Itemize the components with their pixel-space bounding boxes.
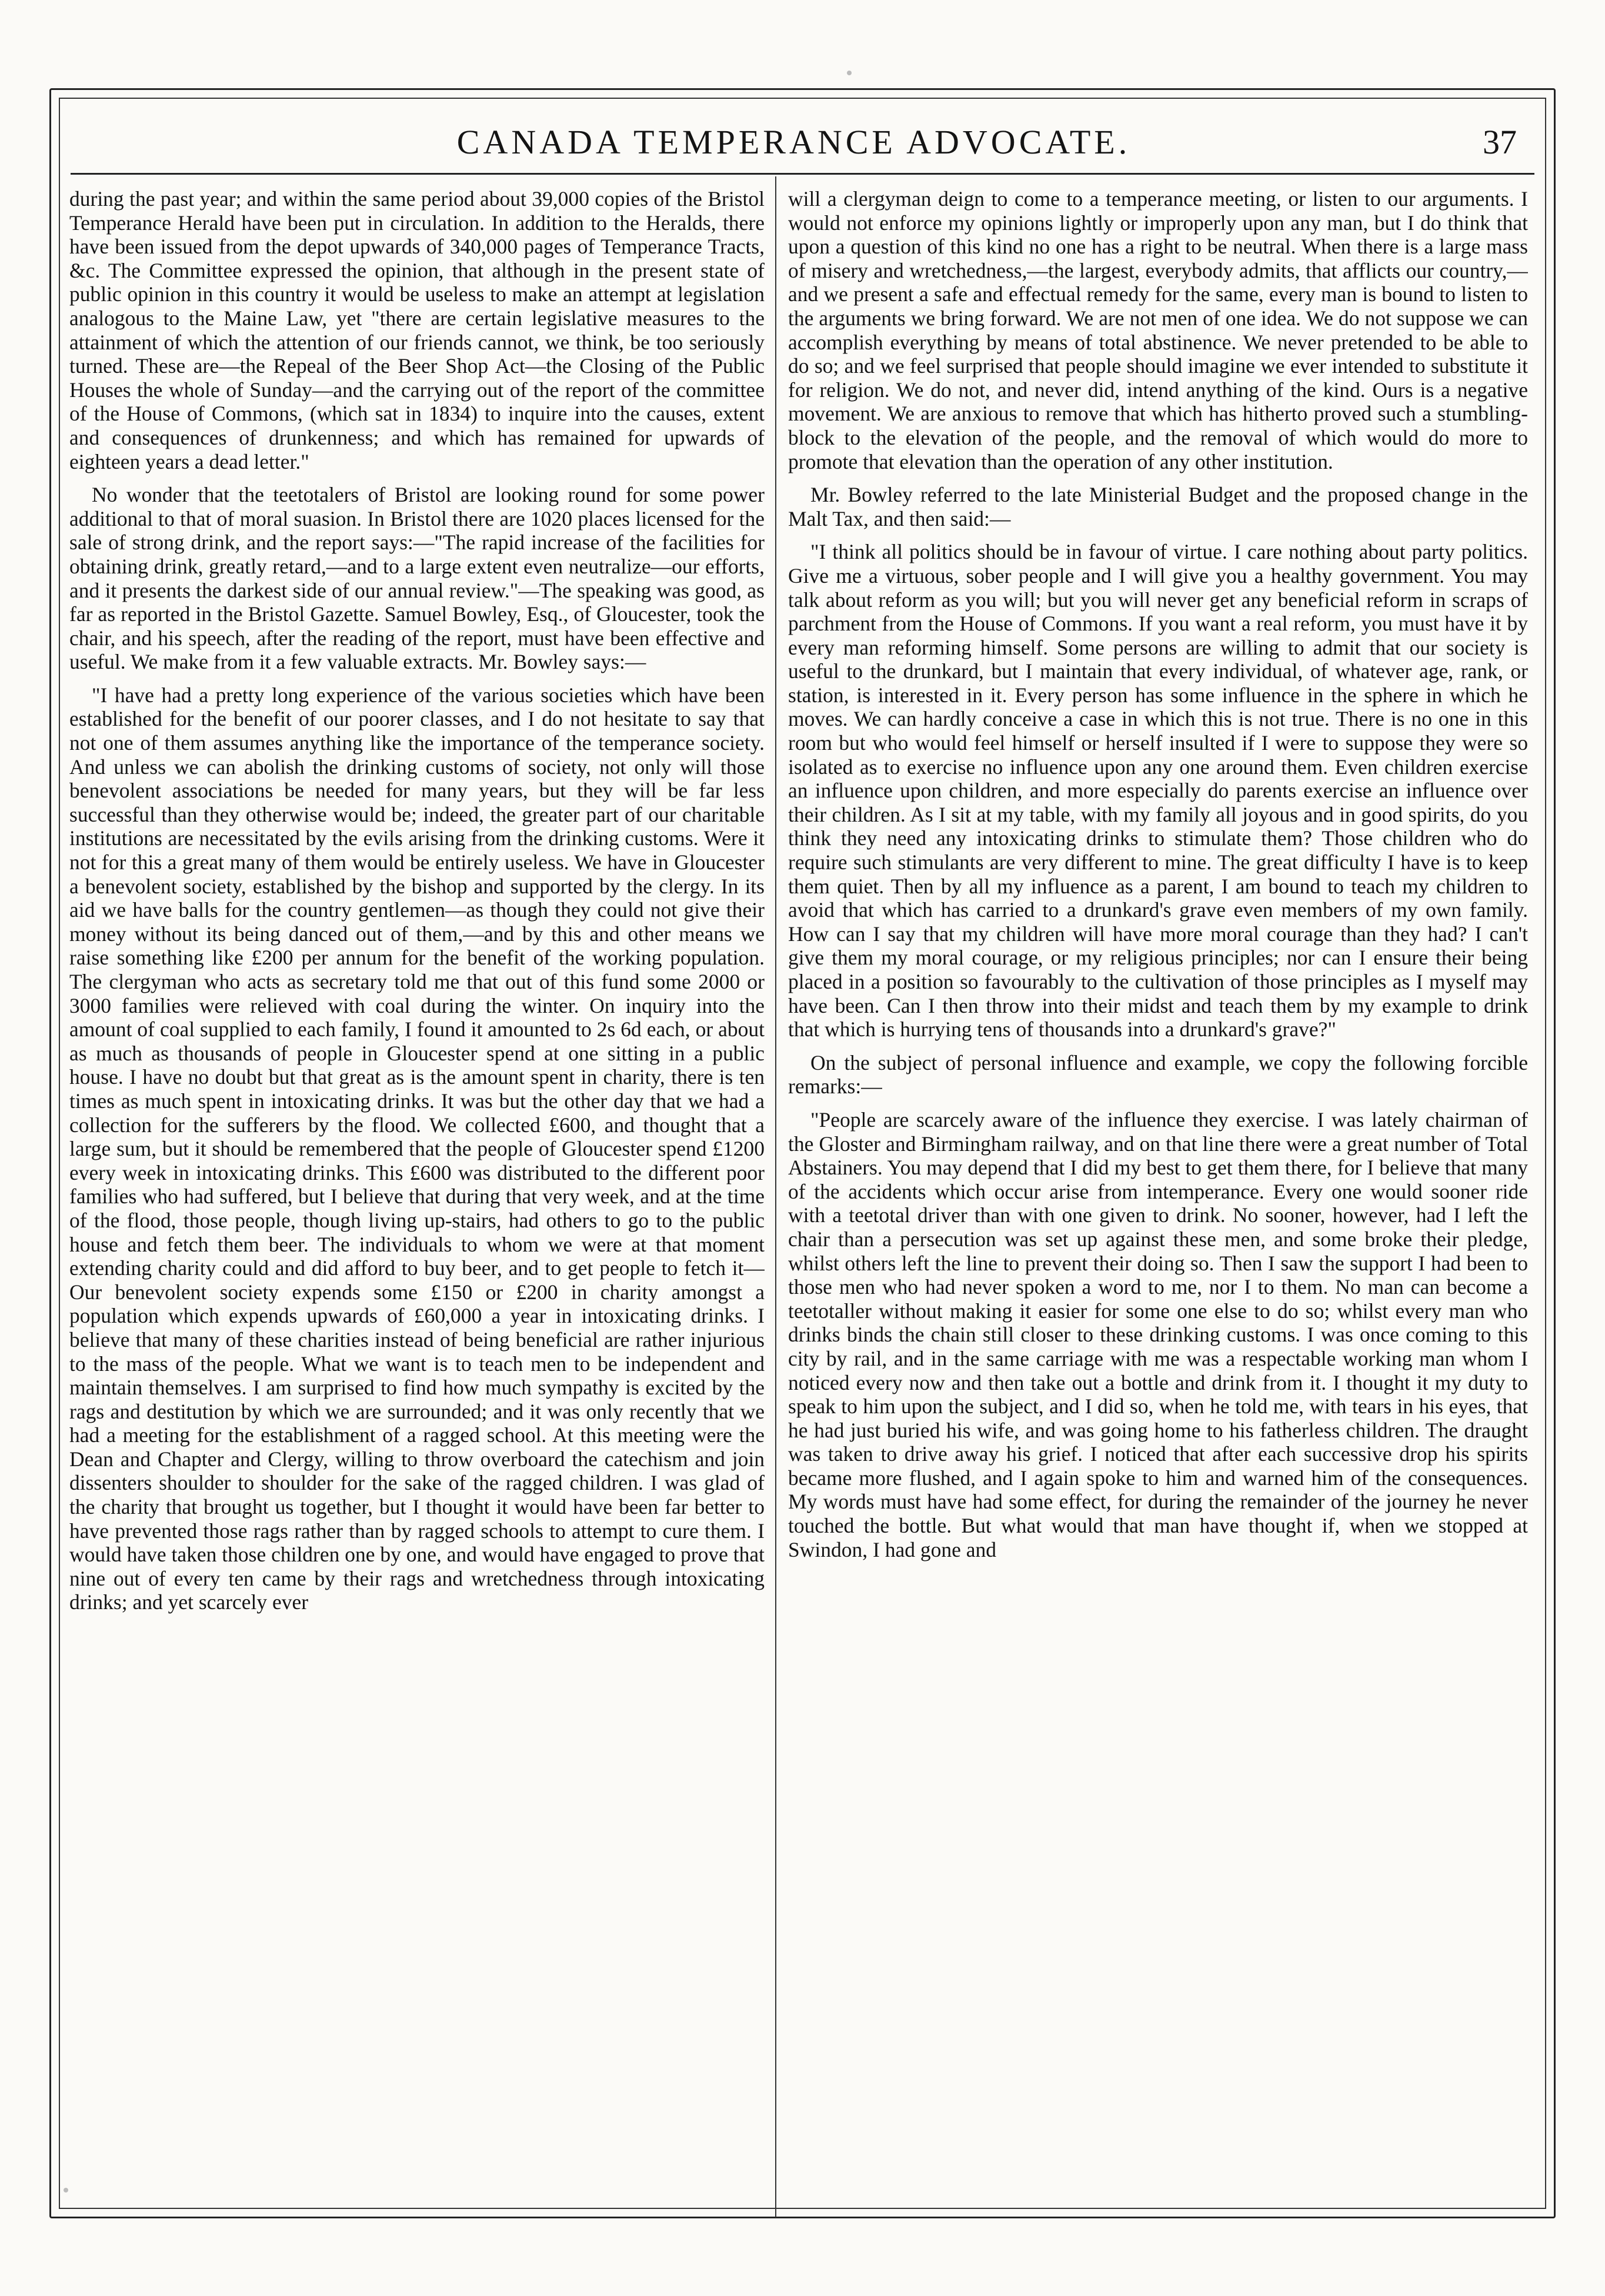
scan-speck xyxy=(64,2188,68,2192)
quoted-paragraph: "I have had a pretty long experience of the various societies which have been established for the benefit of our poorer classes, and I do not hesitate to say that not one of them assumes anything like the importance of the temperance society. And unless we can abolish the drinking customs of society, not only will those benevolent associations be needed for many years, but they will be far less successful than they otherwise would be; indeed, the greater part of our charitable institutions are necessitated by the evils arising from the drinking customs. Were it not for this a great many of them would be entirely useless. We have in Gloucester a benevolent society, established by the bishop and supported by the clergy. In its aid we have balls for the country gentlemen—as though they could not give their money without its being danced out of them,—and by this and other means we raise something like £200 per annum for the benefit of the working population. The clergyman who acts as secretary told me that out of this fund some 2000 or 3000 families were relieved with coal during the winter. On inquiry into the amount of coal supplied to each family, I found it amounted to 2s 6d each, or about as much as thousands of people in Gloucester spend at one sitting in a public house. I have no doubt but that great as is the amount spent in charity, there is ten times as much spent in intoxicating drinks. It was but the other day that we had a collection for the sufferers by the flood. We collected £600, and thought that a large sum, but it should be remembered that the people of Gloucester spend £1200 every week in intoxicating drinks. This £600 was distributed to the different poor families who had suffered, but I believe that during that very week, and at the time of the flood, those people, though living up-stairs, had others to go to the public house and fetch them beer. The individuals to whom we were at that moment extending charity could and did afford to buy beer, and to get people to fetch it—Our benevolent society expends some £150 or £200 in charity amongst a population which expends upwards of £60,000 a year in intoxicating drinks. I believe that many of these charities instead of being beneficial are rather injurious to the mass of the people. What we want is to teach men to be independent and maintain themselves. I am surprised to find how much sympathy is excited by the rags and destitution by which we are surrounded; and it was only recently that we had a meeting for the establishment of a ragged school. At this meeting were the Dean and Chapter and Clergy, willing to throw overboard the catechism and join dissenters shoulder to shoulder for the sake of the ragged children. I was glad of the charity that brought us together, but I thought it would have been far better to have prevented those rags rather than by ragged schools to attempt to cure them. I would have taken those children one by one, and would have engaged to prove that nine out of every ten came by their rags and wretchedness through intoxicating drinks; and yet scarcely ever xyxy=(69,683,765,1614)
paragraph: will a clergyman deign to come to a temperance meeting, or listen to our arguments. I would not enforce my opinions lightly or improperly upon any man, but I do think that upon a question of this kind no one has a right to be neutral. When there is a large mass of misery and wretchedness,—the largest, everybody admits, that afflicts our country,—and we present a safe and effectual remedy for the same, every man is bound to listen to the arguments we bring forward. We are not men of one idea. We do not suppose we can accomplish everything by means of total abstinence. We never pretended to be able to do so; and we feel surprised that people should imagine we ever intended to substitute it for religion. We do not, and never did, intend anything of the kind. Ours is a negative movement. We are anxious to remove that which has hitherto proved such a stumbling-block to the elevation of the people, and the removal of which would do more to promote that elevation than the operation of any other institution. xyxy=(788,187,1528,473)
publication-title: CANADA TEMPERANCE ADVOCATE. xyxy=(456,123,1131,161)
running-header xyxy=(71,122,1517,187)
paragraph: On the subject of personal influence and example, we copy the following forcible remarks:— xyxy=(788,1050,1528,1099)
quoted-paragraph: "People are scarcely aware of the influence they exercise. I was lately chairman of the Gloster and Birmingham railway, and on that line there were a great number of Total Abstainers. You may depend that I did my best to get them there, for I believe that many of the accidents which occur arise from intemperance. Every one would sooner ride with a teetotal driver than with one given to drink. No sooner, however, had I left the chair than a persecution was set up against these men, and some broke their pledge, whilst others left the line to prevent their doing so. Then I saw the support I had been to those men who had never spoken a word to me, nor I to them. No man can become a teetotaller without making it easier for some one else to do so; whilst every man who drinks binds the chain still closer to these drinking customs. I was once coming to this city by rail, and in the same carriage with me was a respectable working man whom I noticed every now and then take out a bottle and drink from it. I thought it my duty to speak to him upon the subject, and I did so, when he told me, with tears in his eyes, that he had just buried his wife, and was going home to his fatherless children. The draught was taken to drive away his grief. I noticed that after each successive drop his spirits became more flushed, and I again spoke to him and warned him of the consequences. My words must have had some effect, for during the remainder of the journey he never touched the bottle. But what would that man have thought if, when we stopped at Swindon, I had gone and xyxy=(788,1107,1528,1561)
page-number: 37 xyxy=(1483,123,1517,161)
header-rule xyxy=(71,173,1534,175)
scan-speck xyxy=(847,71,852,75)
paragraph: No wonder that the teetotalers of Bristol are looking round for some power additional to that of moral suasion. In Bristol there are 1020 places licensed for the sale of strong drink, and the report says:—"The rapid increase of the facilities for obtaining drink, greatly retard,—and to a large extent even neutralize—our efforts, and it presents the darkest side of our annual review."—The speaking was good, as far as reported in the Bristol Gazette. Samuel Bowley, Esq., of Gloucester, took the chair, and his speech, after the reading of the report, must have been effective and useful. We make from it a few valuable extracts. Mr. Bowley says:— xyxy=(69,483,765,674)
paragraph: during the past year; and within the same period about 39,000 copies of the Bristol Temperance Herald have been put in circulation. In addition to the Heralds, there have been issued from the depot upwards of 340,000 pages of Temperance Tracts, &c. The Committee expressed the opinion, that although in the present state of public opinion in this country it would be useless to make an attempt at legislation analogous to the Maine Law, yet "there are certain legislative measures to the attainment of which the attention of our friends cannot, we think, be too seriously turned. These are—the Repeal of the Beer Shop Act—the Closing of the Public Houses the whole of Sunday—and the carrying out of the report of the committee of the House of Commons, (which sat in 1834) to inquire into the causes, extent and consequences of drunkenness; and which has remained for upwards of eighteen years a dead letter." xyxy=(69,187,765,473)
left-column xyxy=(69,187,765,2210)
column-divider xyxy=(775,176,776,2217)
quoted-paragraph: "I think all politics should be in favour of virtue. I care nothing about party politics. Give me a virtuous, sober people and I will give you a healthy government. You may talk about reform as you will; but you will never get any beneficial reform in scraps of parchment from the House of Commons. If you want a real reform, you must have it by every man reforming himself. Some persons are willing to admit that our society is useful to the drunkard, but I maintain that every individual, of whatever age, rank, or station, is interested in it. Every person has some influence in the sphere in which he moves. We can hardly conceive a case in which this is not true. There is no one in this room but who would feel himself or herself insulted if I were to suppose they were so isolated as to exercise no influence upon any one around them. Even children exercise an influence upon children, and more especially do parents exercise an influence over their children. As I sit at my table, with my family all joyous and in good spirits, do you think they need any intoxicating drinks to stimulate them? Those children who do require such stimulants are very different to mine. The great difficulty I have is to keep them quiet. Then by all my influence as a parent, I am bound to teach my children to avoid that which has carried to a drunkard's grave even members of my own family. How can I say that my children will have more moral courage than they had? I can't give them my moral courage, or my religious principles; nor can I ensure their being placed in a position so favourably to the cultivation of those principles as I myself may have been. Can I then throw into their midst and teach them by my example to drink that which is hurrying tens of thousands into a drunkard's grave?" xyxy=(788,540,1528,1042)
paragraph: Mr. Bowley referred to the late Ministerial Budget and the proposed change in the Malt Tax, and then said:— xyxy=(788,483,1528,530)
right-column xyxy=(788,187,1528,2210)
